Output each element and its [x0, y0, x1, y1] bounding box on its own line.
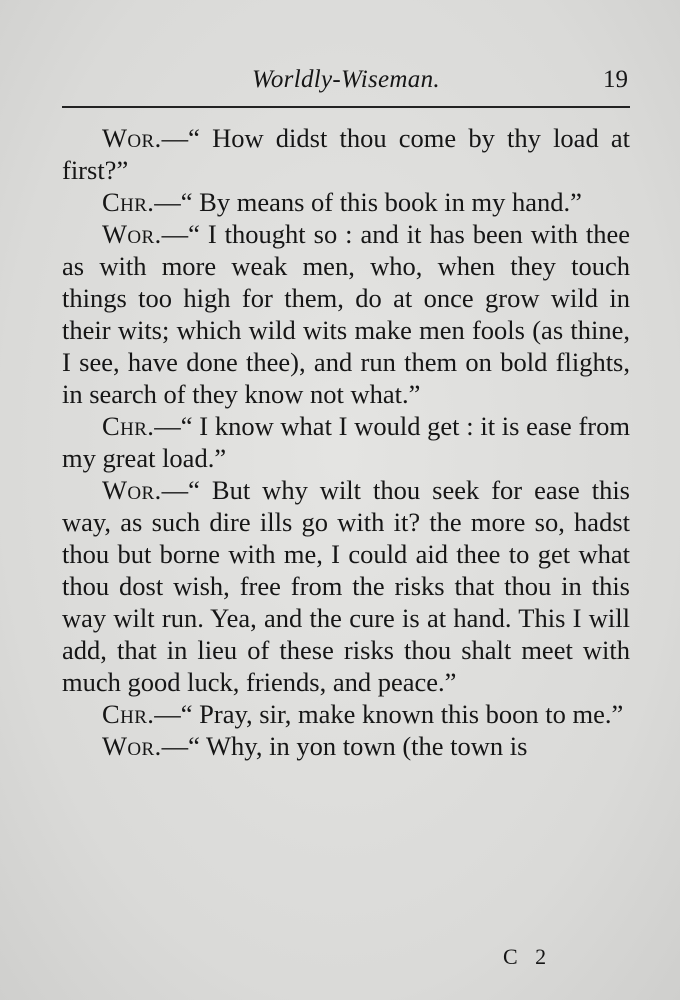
header-rule: [62, 106, 630, 108]
paragraph: [62, 730, 630, 762]
paragraph: [62, 186, 630, 218]
paragraph-text: —“ I know what I would get : it is ease from my great load.”: [62, 411, 630, 473]
running-title: Worldly-Wiseman.: [252, 66, 440, 93]
signature-mark: C 2: [503, 944, 553, 969]
paragraph-text: —“ Why, in yon town (the town is: [161, 731, 528, 761]
speaker-label: Wor.: [102, 123, 162, 153]
speaker-label: Wor.: [102, 219, 162, 249]
paragraph-text: —“ But why wilt thou seek for ease this way, as such dire ills go with it? the more so, hadst thou but borne with me, I could aid thee to get what thou dost wish, free from the risks that thou in this way wilt run. Yea, and the cure is at hand. This I will add, that in lieu of these risks thou shalt meet with much good luck, friends, and peace.”: [62, 475, 630, 697]
speaker-label: Wor.: [102, 731, 162, 761]
paragraph: [62, 122, 630, 186]
body-text: [62, 122, 630, 762]
paragraph-text: —“ How didst thou come by thy load at first?”: [62, 123, 630, 185]
page-number: 19: [603, 66, 628, 93]
speaker-label: Chr.: [102, 411, 155, 441]
paragraph-text: —“ I thought so : and it has been with thee as with more weak men, who, when they touch things too high for them, do at once grow wild in their wits; which wild wits make men fools (as thine, I see, have done thee), and run them on bold flights, in search of they know not what.”: [62, 219, 630, 409]
paragraph-text: —“ By means of this book in my hand.”: [154, 187, 582, 217]
speaker-label: Wor.: [102, 475, 162, 505]
running-head: [62, 62, 630, 102]
paragraph: [62, 218, 630, 410]
paragraph: [62, 410, 630, 474]
paragraph: [62, 474, 630, 698]
speaker-label: Chr.: [102, 699, 155, 729]
paragraph-text: —“ Pray, sir, make known this boon to me.”: [154, 699, 624, 729]
speaker-label: Chr.: [102, 187, 155, 217]
paragraph: [62, 698, 630, 730]
